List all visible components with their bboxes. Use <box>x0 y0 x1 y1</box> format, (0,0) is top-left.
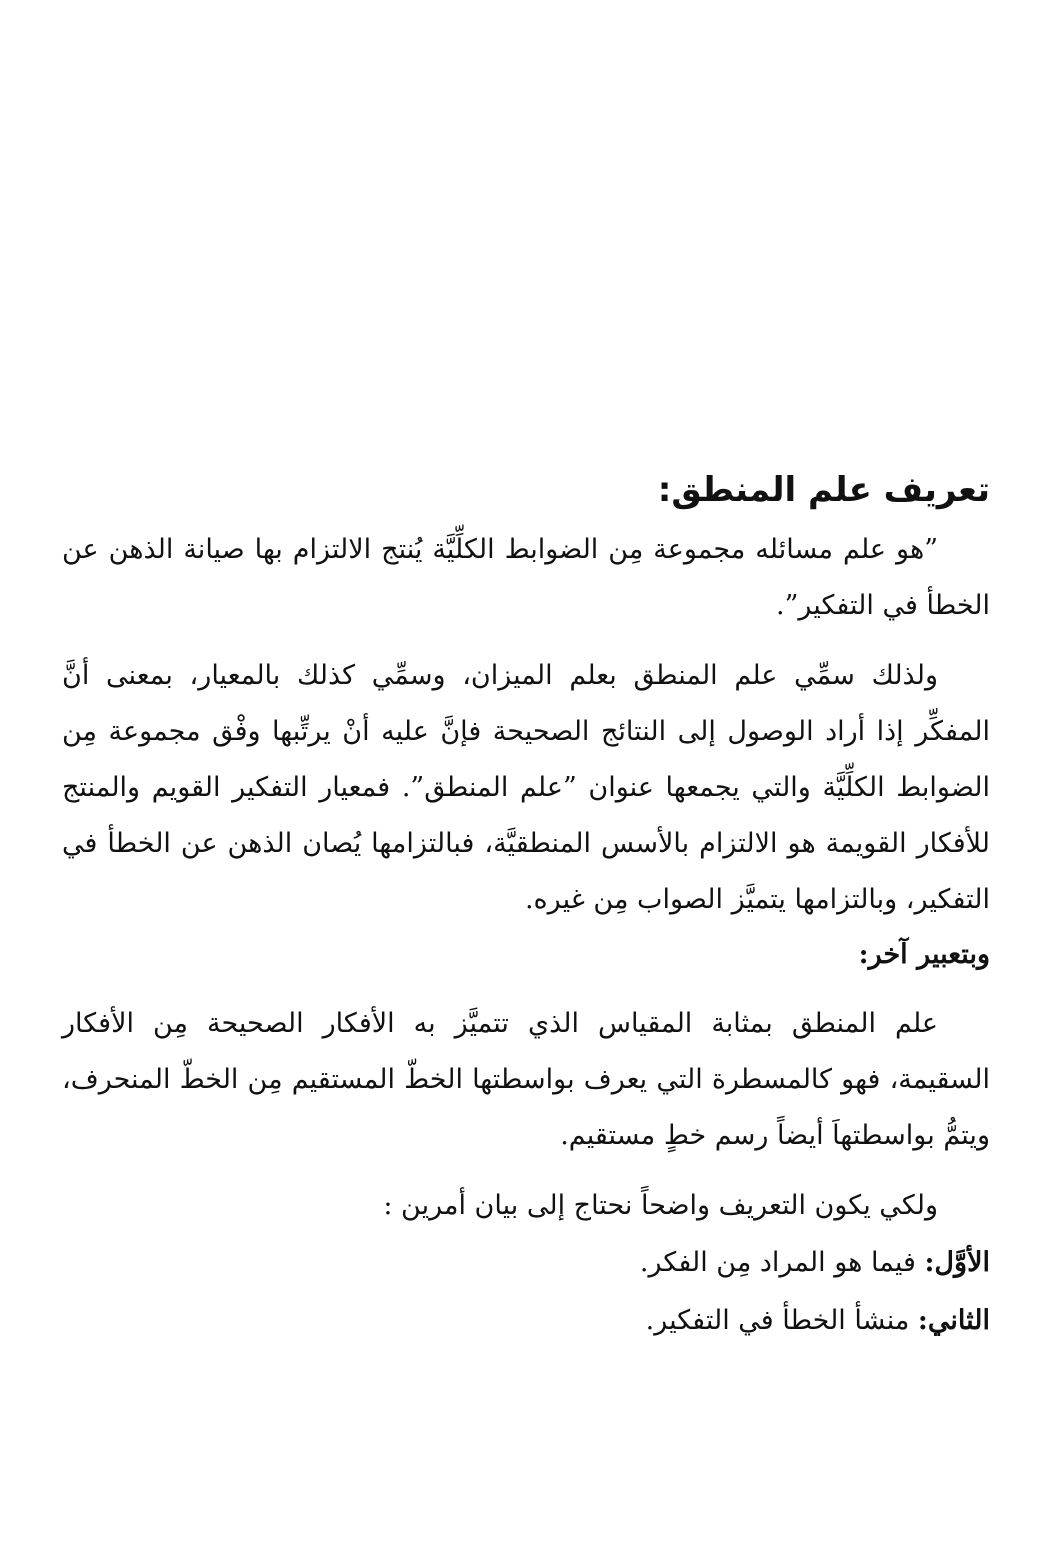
point-text: فيما هو المراد مِن الفكر. <box>639 1247 925 1278</box>
paragraph-measure: علم المنطق بمثابة المقياس الذي تتميَّز به الأفكار الصحيحة مِن الأفكار السقيمة، فهو كالمسطرة التي يعرف بواسطتها الخطّ المستقيم مِن الخطّ المنحرف، ويتمُّ بواسطتهاَ أيضاً رسم خطٍ مستقيم. <box>62 1008 990 1151</box>
paragraph-mizan: ولذلك سمِّي علم المنطق بعلم الميزان، وسمِّي كذلك بالمعيار، بمعنى أنَّ المفكِّر إذا أراد الوصول إلى النتائج الصحيحة فإنَّ عليه أنْ يرتِّبها وفْق مجموعة مِن الضوابط الكلِّيَّة والتي يجمعها عنوان ”علم المنطق”. فمعيار التفكير القويم والمنتج للأفكار القويمة هو الالتزام بالأسس المنطقيَّة، فبالتزامها يُصان الذهن عن الخطأ في التفكير، وبالتزامها يتميَّز الصواب مِن غيره. <box>62 660 990 915</box>
subheading-other-expression: وبتعبير آخر: <box>858 939 990 970</box>
point-text: منشأ الخطأ في التفكير. <box>645 1305 918 1336</box>
list-item-second <box>62 1292 990 1350</box>
list-item-first <box>62 1234 990 1292</box>
document-page <box>62 462 990 1350</box>
point-label: الأوَّل: <box>924 1247 990 1278</box>
section-heading: تعريف علم المنطق: <box>657 470 990 510</box>
paragraph-two-matters: ولكي يكون التعريف واضحاً نحتاج إلى بيان أمرين : <box>383 1190 938 1221</box>
point-label: الثاني: <box>917 1305 990 1336</box>
definition-quote: ”هو علم مسائله مجموعة مِن الضوابط الكلِّيَّة يُنتج الالتزام بها صيانة الذهن عن الخطأ في التفكير”. <box>62 534 990 621</box>
